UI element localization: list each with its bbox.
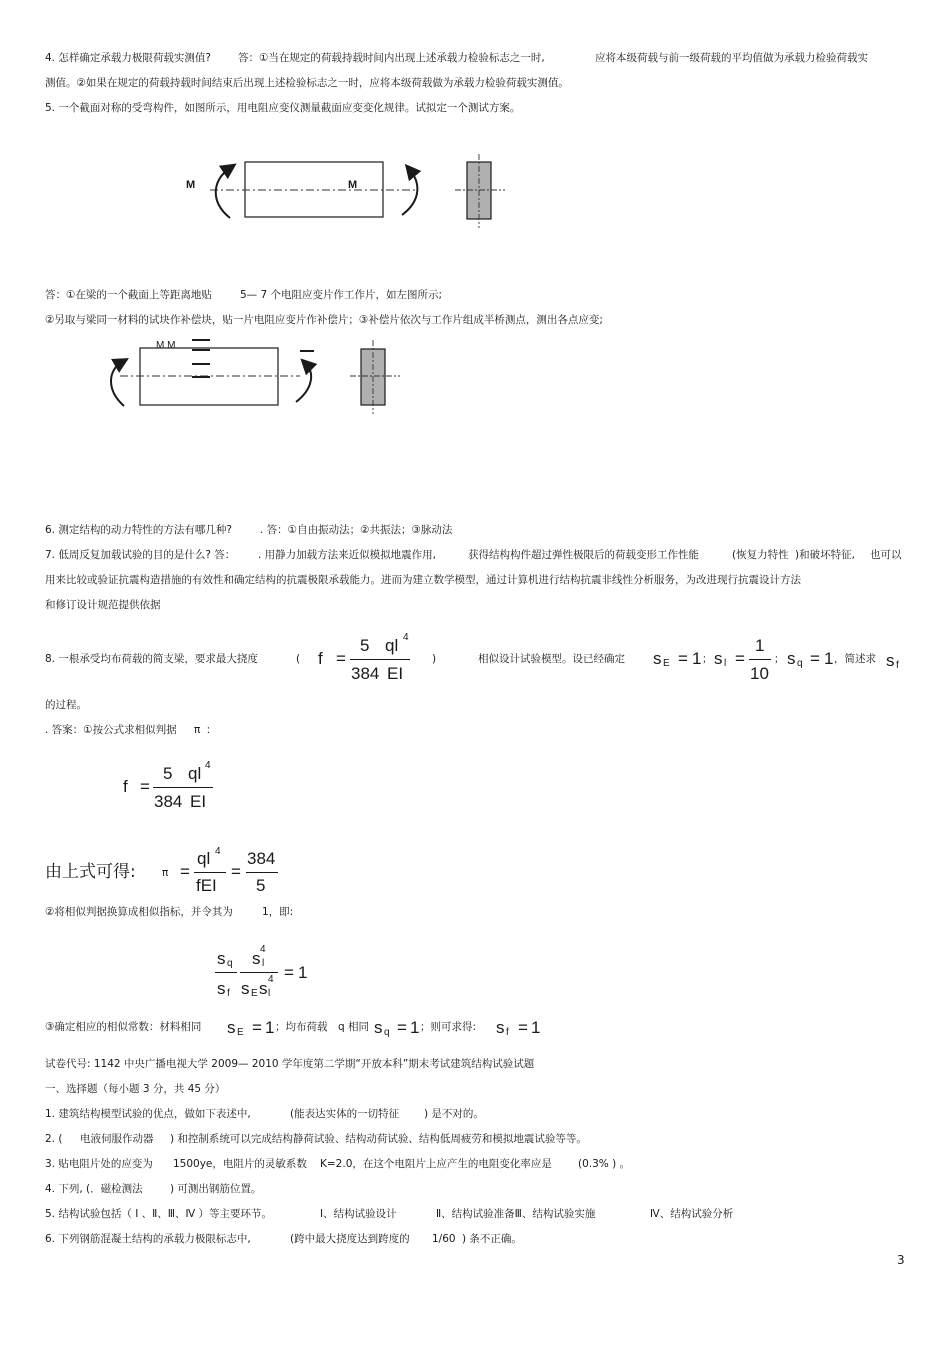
page-number: 3	[897, 1253, 905, 1267]
sym-s: s	[653, 649, 662, 668]
formula-den-EI: EI	[387, 664, 404, 683]
fraction-bar	[153, 787, 213, 788]
exam-item-5a: 5. 结构试验包括（ Ⅰ 、Ⅱ、Ⅲ、Ⅳ ）等主要环节。	[45, 1208, 273, 1220]
index-exp-4: 4	[268, 974, 274, 985]
formula2-num-ql: ql	[188, 764, 202, 783]
step3-s-q: s	[374, 1018, 383, 1037]
step3-one: 1	[265, 1018, 275, 1037]
step3-sub-f: f	[506, 1027, 509, 1038]
q5-question: 5. 一个截面对称的受弯构件，如图所示，用电阻应变仪测量截面应变变化规律。试拟定一个测试方案。	[45, 102, 521, 114]
exam-item-6c: 1/60	[432, 1233, 456, 1245]
exam-item-1a: 1. 建筑结构模型试验的优点，做如下表述中,	[45, 1108, 251, 1120]
exam-item-4a: 4. 下列, (．磁检测法	[45, 1183, 143, 1195]
exam-header: 试卷代号: 1142 中央广播电视大学 2009— 2010 学年度第二学期“开放本科”期末考试建筑结构试验试题	[45, 1058, 535, 1070]
beam-figure-2	[100, 330, 420, 420]
q5-answer-2: ②另取与梁同一材料的试块作补偿块，贴一片电阻应变片作补偿片；③补偿片依次与工作片组成半桥测点，测出各点应变;	[45, 314, 603, 326]
sub-f: f	[896, 660, 899, 671]
index-num-s2: s	[252, 949, 261, 968]
q5-answer-1a: 答：①在梁的一个截面上等距离地贴	[45, 289, 212, 301]
formula2-num-5: 5	[163, 764, 173, 783]
exam-item-2a: 2. (	[45, 1133, 63, 1145]
formula-f: f	[318, 649, 323, 668]
exam-item-3b: 1500ye，电阻片的灵敏系数	[173, 1158, 307, 1170]
q8-tail2: 的过程。	[45, 699, 87, 711]
formula-eq: =	[336, 649, 346, 668]
formula2-den-EI: EI	[190, 792, 207, 811]
sym-one: 1	[824, 649, 834, 668]
q7-line1e: )和破坏特征,	[795, 549, 855, 561]
exam-item-3a: 3. 贴电阻片处的应变为	[45, 1158, 153, 1170]
sub-l: l	[724, 658, 727, 669]
index-sub-E: E	[251, 988, 258, 999]
exam-item-4b: ) 可测出钢筋位置。	[170, 1183, 262, 1195]
sym-eq: =	[735, 649, 745, 668]
q8-answer-lead: . 答案：①按公式求相似判据	[45, 724, 177, 736]
gauge-label: M M	[156, 340, 176, 351]
sym-eq: =	[810, 649, 820, 668]
derive-label: 由上式可得:	[45, 862, 136, 882]
q4-line1-answer: 答：①当在规定的荷载持载时间内出现上述承载力检验标志之一时,	[238, 52, 545, 64]
q8-lead: 8. 一根承受均布荷载的简支梁，要求最大挠度	[45, 653, 258, 665]
colon: ：	[206, 724, 217, 736]
index-sub-f: f	[227, 988, 230, 999]
q4-line1-question: 4. 怎样确定承载力极限荷载实测值?	[45, 52, 211, 64]
sym-s: s	[787, 649, 796, 668]
fraction-bar	[749, 659, 771, 660]
step3-eq: =	[397, 1018, 407, 1037]
exam-item-5d: Ⅳ、结构试验分析	[650, 1208, 734, 1220]
step3-s: s	[227, 1018, 236, 1037]
exam-item-1c: ) 是不对的。	[424, 1108, 484, 1120]
step3-text-c: q 相同	[338, 1021, 370, 1033]
q7-line1f: 也可以	[870, 549, 902, 561]
derive-num-384: 384	[247, 849, 276, 868]
frac-den-10: 10	[750, 664, 769, 683]
frac-num-1: 1	[755, 636, 765, 655]
derive-num-ql: ql	[197, 849, 211, 868]
derive-eq-2: =	[231, 862, 241, 881]
index-den-s-l: s	[259, 979, 268, 998]
sym-s: s	[886, 651, 895, 670]
pi-symbol: π	[162, 867, 169, 879]
formula2-exp-4: 4	[205, 760, 211, 771]
q6-question: 6. 测定结构的动力特性的方法有哪几种?	[45, 524, 232, 536]
fraction-bar	[240, 972, 278, 973]
exam-item-6b: (跨中最大挠度达到跨度的	[290, 1233, 410, 1245]
index-den-s-E: s	[241, 979, 250, 998]
formula2-eq: =	[140, 777, 150, 796]
exam-item-1b: (能表达实体的一切特征	[290, 1108, 400, 1120]
q8-paren-close: )	[432, 653, 437, 665]
q7-line1c: 获得结构构件超过弹性极限后的荷载变形工作性能	[468, 549, 699, 561]
exam-item-6a: 6. 下列钢筋混凝土结构的承载力极限标志中,	[45, 1233, 251, 1245]
exam-item-3c: K=2.0，在这个电阻片上应产生的电阻变化率应是	[320, 1158, 552, 1170]
formula-num-ql: ql	[385, 636, 399, 655]
fraction-bar	[194, 872, 226, 873]
step3-text-b: ；均布荷载	[275, 1021, 328, 1033]
q6-answer: . 答：①自由振动法；②共振法；③脉动法	[260, 524, 453, 536]
exam-item-2b: 电液伺服作动器	[80, 1133, 154, 1145]
step3-text-a: ③确定相应的相似常数：材料相同	[45, 1021, 202, 1033]
formula-num-5: 5	[360, 636, 370, 655]
sym-one: 1	[692, 649, 702, 668]
step3-s-f: s	[496, 1018, 505, 1037]
q7-line3: 和修订设计规范提供依据	[45, 599, 161, 611]
index-sub-q: q	[227, 958, 233, 969]
q8-mid: 相似设计试验模型。设已经确定	[478, 653, 625, 665]
index-den-s: s	[217, 979, 226, 998]
index-eq: =	[284, 963, 294, 982]
sym-semi: ；	[702, 653, 713, 665]
fraction-bar	[215, 972, 237, 973]
q8-paren-open: (	[296, 653, 301, 665]
fraction-bar	[246, 872, 278, 873]
sym-s: s	[714, 649, 723, 668]
exam-item-2c: ) 和控制系统可以完成结构静荷试验、结构动荷试验、结构低周疲劳和模拟地震试验等等。	[170, 1133, 587, 1145]
index-exp-4: 4	[260, 944, 266, 955]
derive-exp-4: 4	[215, 846, 221, 857]
exam-item-5b: Ⅰ、结构试验设计	[320, 1208, 397, 1220]
sub-q: q	[797, 658, 803, 669]
step3-text-d: ；则可求得:	[420, 1021, 477, 1033]
step2-text-a: ②将相似判据换算成相似指标，并令其为	[45, 906, 233, 918]
step2-text-b: 1，即:	[262, 906, 294, 918]
step3-one: 1	[531, 1018, 541, 1037]
q8-tail: ，简述求	[834, 653, 876, 665]
q7-line1a: 7. 低周反复加载试验的目的是什么? 答：	[45, 549, 236, 561]
q7-line1d: (恢复力特性	[732, 549, 789, 561]
fraction-bar	[350, 659, 410, 660]
derive-den-fEI: fEI	[196, 876, 217, 895]
step3-eq: =	[252, 1018, 262, 1037]
index-num-s: s	[217, 949, 226, 968]
exam-item-3d: (0.3% ) 。	[578, 1158, 631, 1170]
sym-semi: ；	[774, 653, 785, 665]
q5-answer-1b: 5— 7 个电阻应变片作工作片，如左图所示;	[240, 289, 443, 301]
derive-eq-1: =	[180, 862, 190, 881]
index-sub-l: l	[268, 988, 271, 999]
exam-item-6d: ) 条不正确。	[462, 1233, 522, 1245]
exam-item-5c: Ⅱ、结构试验准备Ⅲ、结构试验实施	[436, 1208, 596, 1220]
formula-den-384: 384	[351, 664, 380, 683]
formula-exp-4: 4	[403, 632, 409, 643]
index-sub-l: l	[262, 958, 265, 969]
step3-sub-E: E	[237, 1027, 244, 1038]
derive-den-5: 5	[256, 876, 266, 895]
q7-line1b: . 用静力加载方法来近似模拟地震作用,	[258, 549, 437, 561]
step3-eq: =	[518, 1018, 528, 1037]
pi-symbol: π	[194, 724, 201, 736]
q7-line2: 用来比较或验证抗震构造措施的有效性和确定结构的抗震极限承载能力。进而为建立数学模型，通过计算机进行结构抗震非线性分析服务，为改进现行抗震设计方法	[45, 574, 801, 586]
exam-section-title: 一、选择题（每小题 3 分，共 45 分）	[45, 1083, 226, 1095]
moment-label-left: M	[186, 179, 196, 191]
q4-line1-continued: 应将本级荷载与前一级荷载的平均值做为承载力检验荷载实	[595, 52, 868, 64]
q4-line2: 测值。②如果在规定的荷载持载时间结束后出现上述检验标志之一时，应将本级荷载做为承载力检验荷载实测值。	[45, 77, 569, 89]
sym-eq: =	[678, 649, 688, 668]
formula2-f: f	[123, 777, 128, 796]
sub-E: E	[663, 658, 670, 669]
moment-label-mid: M	[348, 179, 358, 191]
step3-one: 1	[410, 1018, 420, 1037]
formula2-den-384: 384	[154, 792, 183, 811]
step3-sub-q: q	[384, 1027, 390, 1038]
index-one: 1	[298, 963, 308, 982]
